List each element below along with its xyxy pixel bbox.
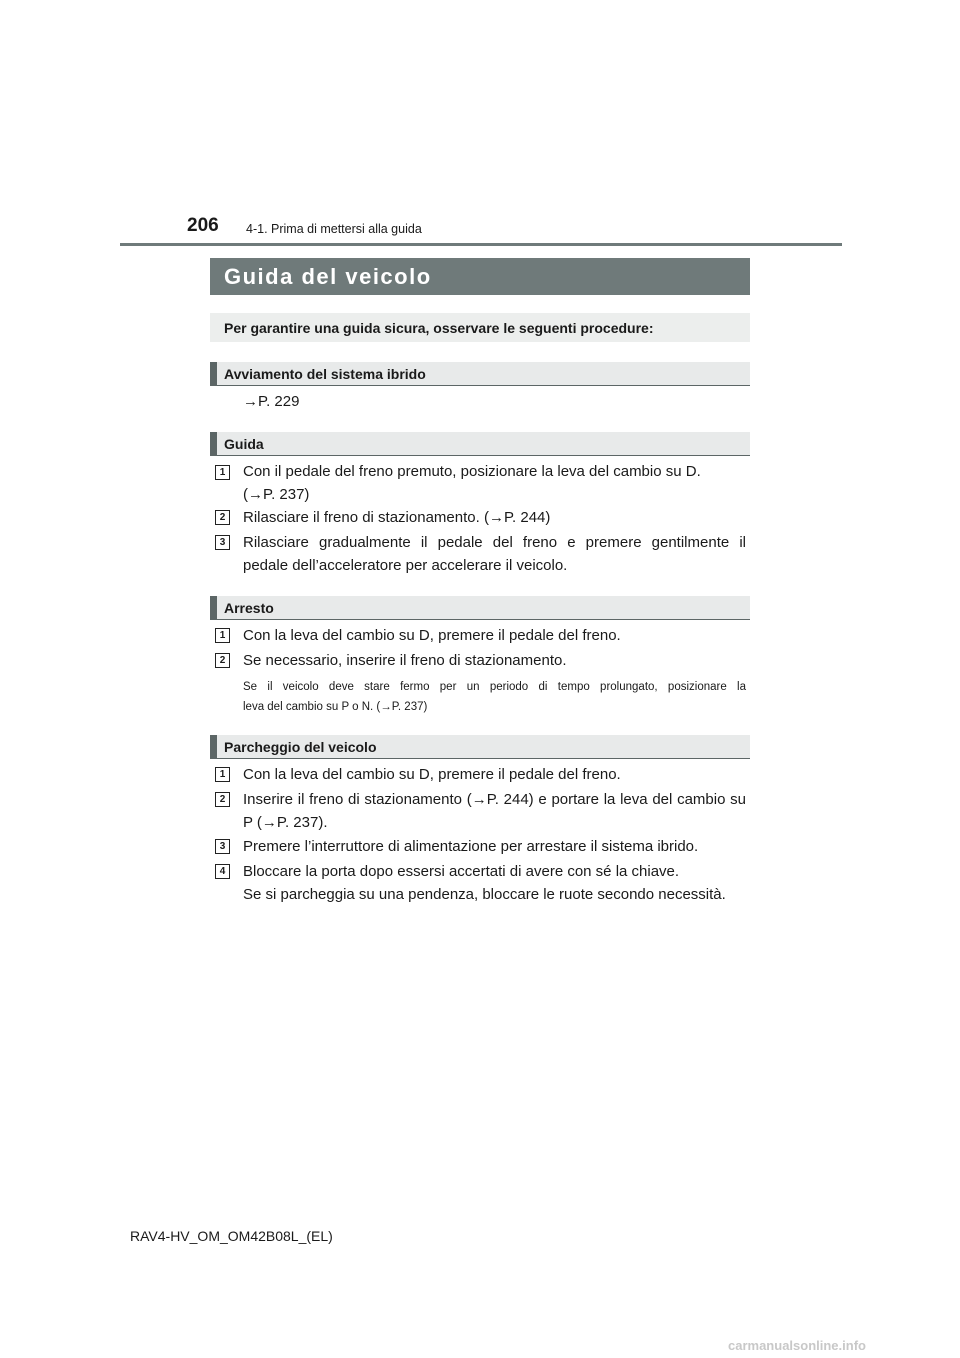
section-heading-avviamento bbox=[210, 362, 750, 386]
step-number-badge: 2 bbox=[215, 792, 230, 807]
note-line: leva del cambio su P o N. (→P. 237) bbox=[243, 701, 428, 713]
step-line: (→P. 237) bbox=[243, 486, 310, 503]
page-title-bar bbox=[210, 258, 750, 295]
section-heading-label: Parcheggio del veicolo bbox=[224, 738, 377, 755]
intro-box bbox=[210, 313, 750, 342]
heading-accent bbox=[210, 362, 217, 385]
step-number-badge: 1 bbox=[215, 628, 230, 643]
page-number: 206 bbox=[187, 215, 219, 236]
section-heading-label: Arresto bbox=[224, 599, 274, 616]
step-line: pedale dell’acceleratore per accelerare il veicolo. bbox=[243, 557, 568, 574]
document-code: RAV4-HV_OM_OM42B08L_(EL) bbox=[130, 1228, 333, 1244]
step-text bbox=[243, 624, 746, 647]
step-number-badge: 2 bbox=[215, 510, 230, 525]
section-heading-arresto bbox=[210, 596, 750, 620]
section-heading-label: Avviamento del sistema ibrido bbox=[224, 365, 426, 382]
step-number-badge: 3 bbox=[215, 535, 230, 550]
chapter-label: 4-1. Prima di mettersi alla guida bbox=[246, 222, 422, 236]
step-number-badge: 4 bbox=[215, 864, 230, 879]
step-text bbox=[243, 763, 746, 786]
step-line: Bloccare la porta dopo essersi accertati di avere con sé la chiave. bbox=[243, 863, 680, 880]
section-heading-label: Guida bbox=[224, 435, 264, 452]
step-text bbox=[243, 788, 746, 834]
step-text bbox=[243, 506, 746, 529]
step-line: Rilasciare il freno di stazionamento. (→P. 244) bbox=[243, 509, 551, 526]
step-text bbox=[243, 835, 746, 858]
watermark-text: carmanualsonline.info bbox=[728, 1338, 866, 1353]
step-text bbox=[243, 860, 746, 906]
step-line: Rilasciare gradualmente il pedale del freno e premere gentilmente il bbox=[243, 534, 746, 551]
step-line: P (→P. 237). bbox=[243, 814, 328, 831]
note-line: Se il veicolo deve stare fermo per un periodo di tempo prolungato, posizionare la bbox=[243, 681, 746, 693]
header-divider bbox=[120, 243, 842, 246]
section-heading-parcheggio bbox=[210, 735, 750, 759]
note-text bbox=[243, 677, 746, 717]
intro-text: Per garantire una guida sicura, osservare le seguenti procedure: bbox=[224, 319, 654, 336]
step-line: Con la leva del cambio su D, premere il pedale del freno. bbox=[243, 766, 621, 783]
step-line: Con la leva del cambio su D, premere il pedale del freno. bbox=[243, 627, 621, 644]
step-line: Inserire il freno di stazionamento (→P. 244) e portare la leva del cambio su bbox=[243, 791, 746, 808]
step-text bbox=[243, 649, 746, 672]
step-line: Se necessario, inserire il freno di stazionamento. bbox=[243, 652, 567, 669]
step-line: Con il pedale del freno premuto, posizionare la leva del cambio su D. bbox=[243, 463, 701, 480]
step-line: Premere l’interruttore di alimentazione per arrestare il sistema ibrido. bbox=[243, 838, 699, 855]
page-reference: →P. 229 bbox=[243, 393, 300, 410]
step-number-badge: 1 bbox=[215, 767, 230, 782]
page-title: Guida del veicolo bbox=[224, 263, 432, 289]
step-number-badge: 1 bbox=[215, 465, 230, 480]
step-text bbox=[243, 460, 746, 506]
heading-accent bbox=[210, 432, 217, 455]
step-line: Se si parcheggia su una pendenza, bloccare le ruote secondo necessità. bbox=[243, 886, 726, 903]
heading-accent bbox=[210, 735, 217, 758]
step-text bbox=[243, 531, 746, 577]
step-number-badge: 3 bbox=[215, 839, 230, 854]
step-number-badge: 2 bbox=[215, 653, 230, 668]
section-heading-guida bbox=[210, 432, 750, 456]
heading-accent bbox=[210, 596, 217, 619]
